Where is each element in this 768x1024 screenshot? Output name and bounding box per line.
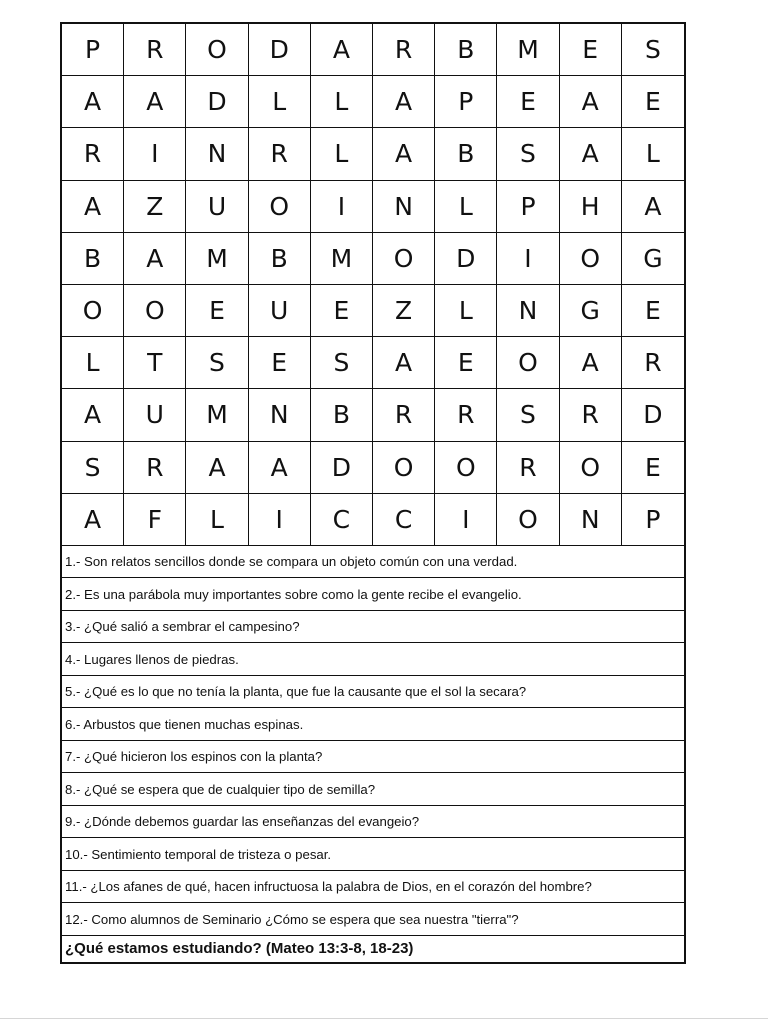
question-10: 10.- Sentimiento temporal de tristeza o pesar. (62, 838, 684, 871)
grid-cell: B (435, 128, 497, 180)
grid-cell: M (186, 389, 248, 441)
grid-cell: G (622, 233, 684, 285)
grid-cell: T (124, 337, 186, 389)
grid-cell: A (560, 337, 622, 389)
grid-cell: A (62, 389, 124, 441)
grid-cell: A (62, 181, 124, 233)
grid-cell: S (497, 389, 559, 441)
grid-cell: I (497, 233, 559, 285)
question-5: 5.- ¿Qué es lo que no tenía la planta, que fue la causante que el sol la secara? (62, 676, 684, 709)
grid-cell: D (186, 76, 248, 128)
worksheet (60, 22, 686, 964)
grid-cell: Z (373, 285, 435, 337)
grid-cell: E (622, 285, 684, 337)
grid-cell: R (62, 128, 124, 180)
grid-cell: D (249, 24, 311, 76)
grid-cell: M (186, 233, 248, 285)
grid-cell: G (560, 285, 622, 337)
grid-cell: E (622, 76, 684, 128)
grid-cell: O (560, 233, 622, 285)
question-list (62, 546, 684, 936)
scan-edge-line (0, 1018, 768, 1019)
grid-cell: A (622, 181, 684, 233)
grid-cell: N (497, 285, 559, 337)
grid-cell: A (124, 233, 186, 285)
grid-cell: O (435, 442, 497, 494)
question-11: 11.- ¿Los afanes de qué, hacen infructuosa la palabra de Dios, en el corazón del hombre? (62, 871, 684, 904)
grid-cell: A (560, 128, 622, 180)
grid-cell: A (124, 76, 186, 128)
grid-cell: A (62, 494, 124, 546)
grid-cell: S (186, 337, 248, 389)
grid-cell: O (497, 337, 559, 389)
grid-cell: C (373, 494, 435, 546)
grid-cell: P (435, 76, 497, 128)
grid-cell: I (124, 128, 186, 180)
grid-cell: A (62, 76, 124, 128)
grid-cell: U (249, 285, 311, 337)
grid-cell: A (311, 24, 373, 76)
grid-cell: O (560, 442, 622, 494)
grid-cell: E (311, 285, 373, 337)
question-2: 2.- Es una parábola muy importantes sobre como la gente recibe el evangelio. (62, 578, 684, 611)
question-7: 7.- ¿Qué hicieron los espinos con la planta? (62, 741, 684, 774)
grid-cell: P (62, 24, 124, 76)
question-1: 1.- Son relatos sencillos donde se compara un objeto común con una verdad. (62, 546, 684, 579)
grid-cell: S (62, 442, 124, 494)
grid-cell: R (622, 337, 684, 389)
grid-cell: D (435, 233, 497, 285)
grid-cell: S (622, 24, 684, 76)
grid-cell: B (249, 233, 311, 285)
grid-cell: E (249, 337, 311, 389)
grid-cell: P (622, 494, 684, 546)
grid-cell: L (186, 494, 248, 546)
grid-cell: O (186, 24, 248, 76)
grid-cell: B (311, 389, 373, 441)
grid-cell: D (311, 442, 373, 494)
grid-cell: O (373, 233, 435, 285)
grid-cell: I (435, 494, 497, 546)
grid-cell: M (311, 233, 373, 285)
study-reference: ¿Qué estamos estudiando? (Mateo 13:3-8, 18-23) (65, 940, 414, 958)
grid-cell: L (435, 181, 497, 233)
grid-cell: R (435, 389, 497, 441)
grid-cell: R (560, 389, 622, 441)
grid-cell: A (249, 442, 311, 494)
grid-cell: E (497, 76, 559, 128)
grid-cell: B (435, 24, 497, 76)
grid-cell: E (435, 337, 497, 389)
grid-cell: A (186, 442, 248, 494)
grid-cell: O (497, 494, 559, 546)
grid-cell: S (311, 337, 373, 389)
question-4: 4.- Lugares llenos de piedras. (62, 643, 684, 676)
grid-cell: A (373, 337, 435, 389)
grid-cell: N (249, 389, 311, 441)
grid-cell: I (249, 494, 311, 546)
grid-cell: O (373, 442, 435, 494)
word-search-grid (62, 24, 684, 546)
grid-cell: F (124, 494, 186, 546)
grid-cell: B (62, 233, 124, 285)
grid-cell: A (560, 76, 622, 128)
grid-cell: A (373, 128, 435, 180)
grid-cell: R (373, 24, 435, 76)
grid-cell: R (497, 442, 559, 494)
grid-cell: L (311, 76, 373, 128)
grid-cell: H (560, 181, 622, 233)
grid-cell: L (249, 76, 311, 128)
grid-cell: O (62, 285, 124, 337)
question-8: 8.- ¿Qué se espera que de cualquier tipo de semilla? (62, 773, 684, 806)
grid-cell: M (497, 24, 559, 76)
grid-cell: L (62, 337, 124, 389)
grid-cell: A (373, 76, 435, 128)
grid-cell: L (435, 285, 497, 337)
grid-cell: U (186, 181, 248, 233)
grid-cell: N (373, 181, 435, 233)
question-6: 6.- Arbustos que tienen muchas espinas. (62, 708, 684, 741)
grid-cell: E (560, 24, 622, 76)
grid-cell: R (373, 389, 435, 441)
question-3: 3.- ¿Qué salió a sembrar el campesino? (62, 611, 684, 644)
question-9: 9.- ¿Dónde debemos guardar las enseñanzas del evangeio? (62, 806, 684, 839)
grid-cell: E (622, 442, 684, 494)
grid-cell: R (124, 442, 186, 494)
grid-cell: U (124, 389, 186, 441)
grid-cell: P (497, 181, 559, 233)
grid-cell: L (311, 128, 373, 180)
grid-cell: Z (124, 181, 186, 233)
grid-cell: S (497, 128, 559, 180)
grid-cell: I (311, 181, 373, 233)
grid-cell: O (249, 181, 311, 233)
question-12: 12.- Como alumnos de Seminario ¿Cómo se espera que sea nuestra "tierra"? (62, 903, 684, 936)
grid-cell: C (311, 494, 373, 546)
grid-cell: R (249, 128, 311, 180)
grid-cell: L (622, 128, 684, 180)
grid-cell: O (124, 285, 186, 337)
grid-cell: D (622, 389, 684, 441)
grid-cell: R (124, 24, 186, 76)
grid-cell: E (186, 285, 248, 337)
grid-cell: N (186, 128, 248, 180)
grid-cell: N (560, 494, 622, 546)
